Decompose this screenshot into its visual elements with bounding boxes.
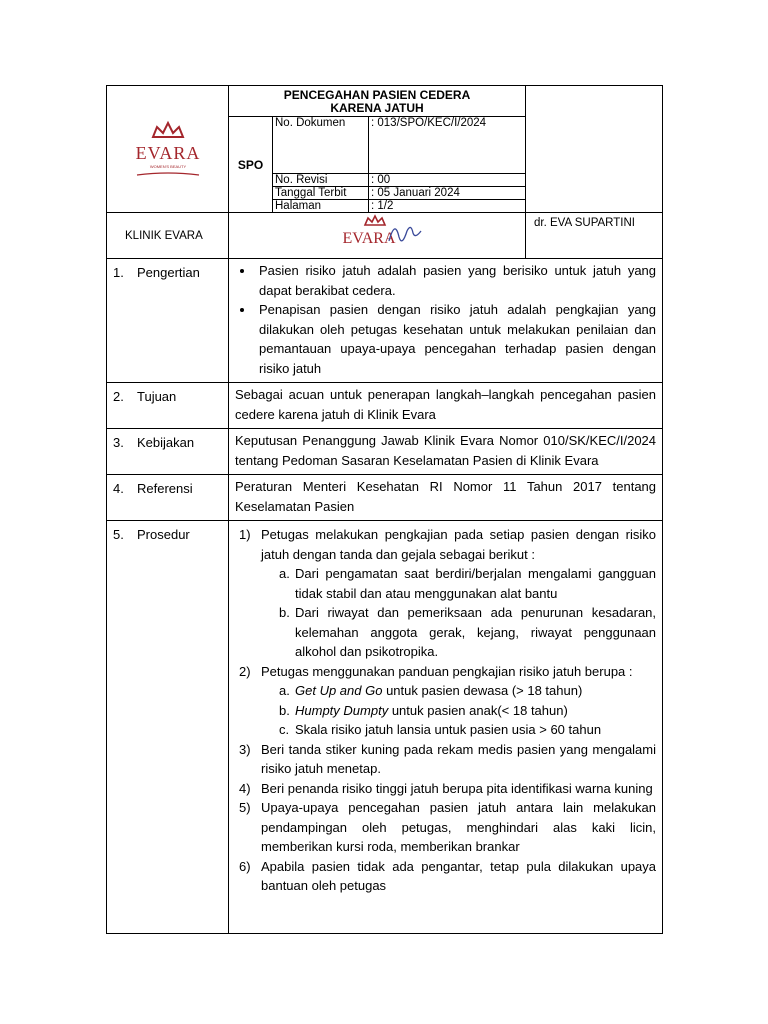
list-item: 4) Beri penanda risiko tinggi jatuh berupa pita identifikasi warna kuning [239, 780, 653, 796]
evara-logo-signature [317, 213, 437, 253]
list-item: 2) Petugas menggunakan panduan pengkajian risiko jatuh berupa : a. Get Up and Go untuk pasien dewasa (> 18 tahun) b. Humpty Dumpty untuk pasien anak(< 18 tahun) c. Skala risiko jatuh lansia untuk pasien usia > 60 tahun [261, 662, 656, 740]
document-title [229, 86, 526, 117]
section-content-pengertian [229, 259, 663, 383]
meta-value: : 013/SPO/KEC/I/2024 [369, 117, 526, 174]
logo-tagline: WOMEN'S BEAUTY [149, 164, 186, 169]
crown-icon [153, 123, 183, 137]
section-label-tujuan: 2. Tujuan [107, 383, 229, 429]
meta-label: No. Dokumen [273, 117, 369, 174]
meta-value: : 00 [369, 174, 526, 187]
list-item: 5) Upaya-upaya pencegahan pasien jatuh antara lain melakukan pendampingan oleh petugas, menghindari alas kaki licin, memberikan kursi roda, memberikan brankar [239, 800, 657, 854]
meta-label: Halaman [273, 200, 369, 213]
list-item: b. Humpty Dumpty untuk pasien anak(< 18 tahun) [279, 702, 568, 718]
evara-logo [107, 115, 228, 183]
list-item: a. Get Up and Go untuk pasien dewasa (> 18 tahun) [279, 683, 583, 698]
list-item: • Penapisan pasien dengan risiko jatuh adalah pengkajian yang dilakukan oleh petugas kesehatan untuk melakukan penilaian dan pemantauan upaya-upaya pencegahan terhadap pasien dengan risiko jatuh [255, 300, 656, 378]
meta-label: Tanggal Terbit [273, 187, 369, 200]
svg-text:EVARA: EVARA [342, 230, 396, 247]
clinic-name: KLINIK EVARA [107, 213, 229, 259]
spo-table [106, 85, 663, 934]
blank-cell [526, 86, 663, 213]
section-label-referensi: 4. Referensi [107, 475, 229, 521]
section-content-prosedur [229, 521, 663, 934]
section-label-kebijakan: 3. Kebijakan [107, 429, 229, 475]
spo-document [106, 85, 662, 934]
section-content-tujuan: Sebagai acuan untuk penerapan langkah–langkah pencegahan pasien cedere karena jatuh di Klinik Evara [229, 383, 663, 429]
evara-logo-cell [107, 86, 229, 213]
list-item: 3) Beri tanda stiker kuning pada rekam medis pasien yang mengalami risiko jatuh menetap. [239, 741, 657, 776]
list-item: 6) Apabila pasien tidak ada pengantar, tetap pula dilakukan upaya bantuan oleh petugas [239, 858, 657, 893]
section-label-prosedur: 5. Prosedur [107, 521, 229, 934]
doctor-name: dr. EVA SUPARTINI [526, 213, 663, 259]
spo-label: SPO [229, 117, 273, 213]
logo-text: EVARA [135, 143, 200, 163]
list-item: c. Skala risiko jatuh lansia untuk pasien usia > 60 tahun [279, 722, 602, 737]
list-item: b. Dari riwayat dan pemeriksaan ada penurunan kesadaran, kelemahan anggota gerak, kejang, riwayat penggunaan alkohol dan psikotropika. [279, 605, 657, 659]
list-item: 1) Petugas melakukan pengkajian pada setiap pasien dengan risiko jatuh dengan tanda dan gejala sebagai berikut : a. Dari pengamatan saat berdiri/berjalan mengalami gangguan tidak stabil dan atau menggunakan alat bantu b. Dari riwayat dan pemeriksaan ada penurunan kesadaran, kelemahan anggota gerak, kejang, riwayat penggunaan alkohol dan psikotropika. [261, 525, 656, 662]
meta-value: : 1/2 [369, 200, 526, 213]
section-content-kebijakan: Keputusan Penanggung Jawab Klinik Evara Nomor 010/SK/KEC/I/2024 tentang Pedoman Sasaran Keselamatan Pasien di Klinik Evara [229, 429, 663, 475]
list-item: • Pasien risiko jatuh adalah pasien yang berisiko untuk jatuh yang dapat berakibat cedera. [255, 261, 656, 300]
meta-value: : 05 Januari 2024 [369, 187, 526, 200]
meta-label: No. Revisi [273, 174, 369, 187]
list-item: a. Dari pengamatan saat berdiri/berjalan mengalami gangguan tidak stabil dan atau menggunakan alat bantu [279, 566, 657, 601]
section-content-referensi: Peraturan Menteri Kesehatan RI Nomor 11 Tahun 2017 tentang Keselamatan Pasien [229, 475, 663, 521]
crown-icon [365, 216, 385, 225]
title-line-1: PENCEGAHAN PASIEN CEDERA [283, 88, 471, 102]
title-line-2: KARENA JATUH [330, 101, 424, 115]
logo-signature-cell [229, 213, 526, 259]
section-label-pengertian: 1. Pengertian [107, 259, 229, 383]
